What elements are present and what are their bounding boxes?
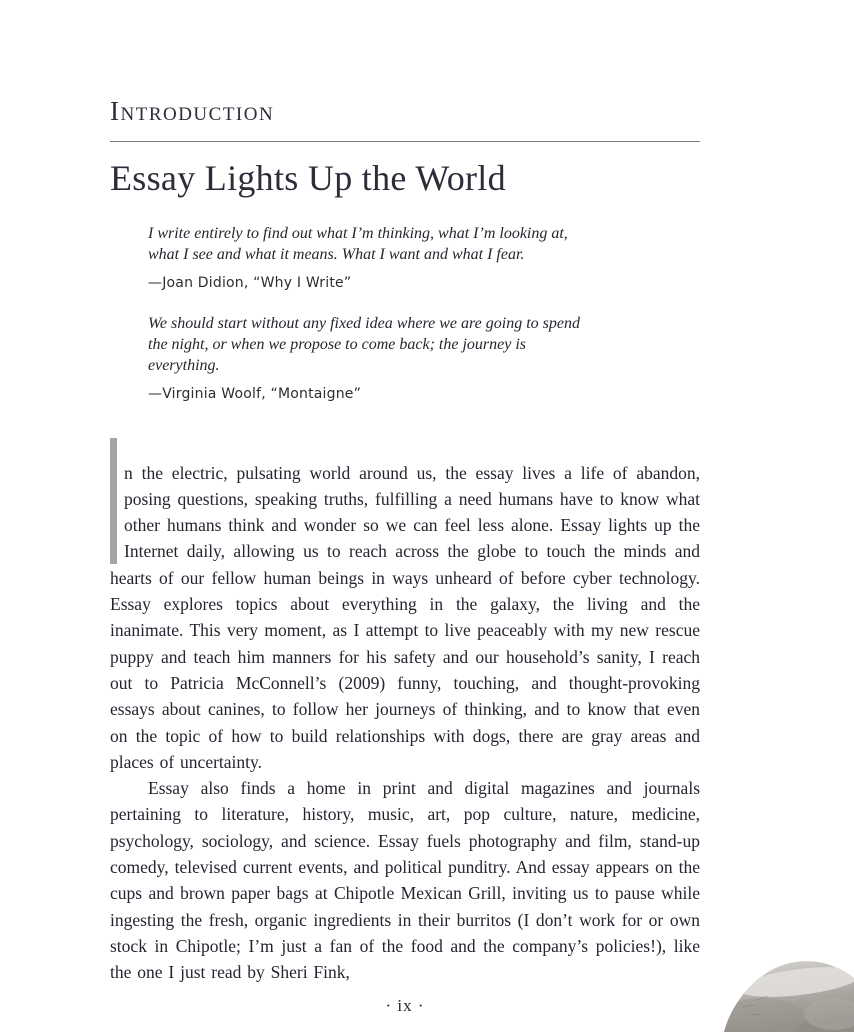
- epigraph-didion: [148, 223, 580, 291]
- body-text: [110, 460, 700, 986]
- section-rule: [110, 141, 700, 142]
- page-number: · ix ·: [385, 996, 425, 1015]
- epigraph-block: [148, 223, 580, 402]
- paragraph-first: [110, 460, 700, 776]
- stone-photo-image: [722, 956, 854, 1032]
- epigraph-attribution: —Virginia Woolf, “Montaigne”: [148, 385, 362, 402]
- epigraph-quote: I write entirely to find out what I’m thinking, what I’m looking at, what I see and what it means. What I want and what I fear.: [148, 224, 568, 263]
- epigraph-quote: We should start without any fixed idea where we are going to spend the night, or when we propose to come back; the journey is everything.: [148, 314, 580, 374]
- epigraph-woolf: [148, 313, 580, 402]
- drop-cap-i-bar: [110, 438, 117, 564]
- epigraph-attribution: —Joan Didion, “Why I Write”: [148, 274, 352, 291]
- paragraph-second: Essay also finds a home in print and digital magazines and journals pertaining to literature, history, music, art, pop culture, nature, medicine, psychology, sociology, and science. Essay fuels photography and film, stand-up comedy, televised current events, and political punditry. And essay appears on the cups and brown paper bags at Chipotle Mexican Grill, inviting us to pause while ingesting the fresh, organic ingredients in their burritos (I don’t work for or own stock in Chipotle; I’m just a fan of the food and the company’s policies!), like the one I just read by Sheri Fink,: [110, 778, 700, 983]
- chapter-kicker: Introduction: [110, 96, 275, 126]
- page-title: Essay Lights Up the World: [110, 158, 506, 198]
- paragraph-first-text: n the electric, pulsating world around us, the essay lives a life of abandon, posing questions, speaking truths, fulfilling a need humans have to know what other humans think and wonder so we can feel less alone. Essay lights up the Internet daily, allowing us to reach across the globe to touch the minds and hearts of our fellow human beings in ways unheard of before cyber technology. Essay explores topics about everything in the galaxy, the living and the inanimate. This very moment, as I attempt to live peaceably with my new rescue puppy and teach him manners for his safety and our household’s sanity, I reach out to Patricia McConnell’s (2009) funny, touching, and thought-provoking essays about canines, to follow her journeys of thinking, and to know that even on the topic of how to build relationships with dogs, there are gray areas and places of uncertainty.: [110, 462, 700, 772]
